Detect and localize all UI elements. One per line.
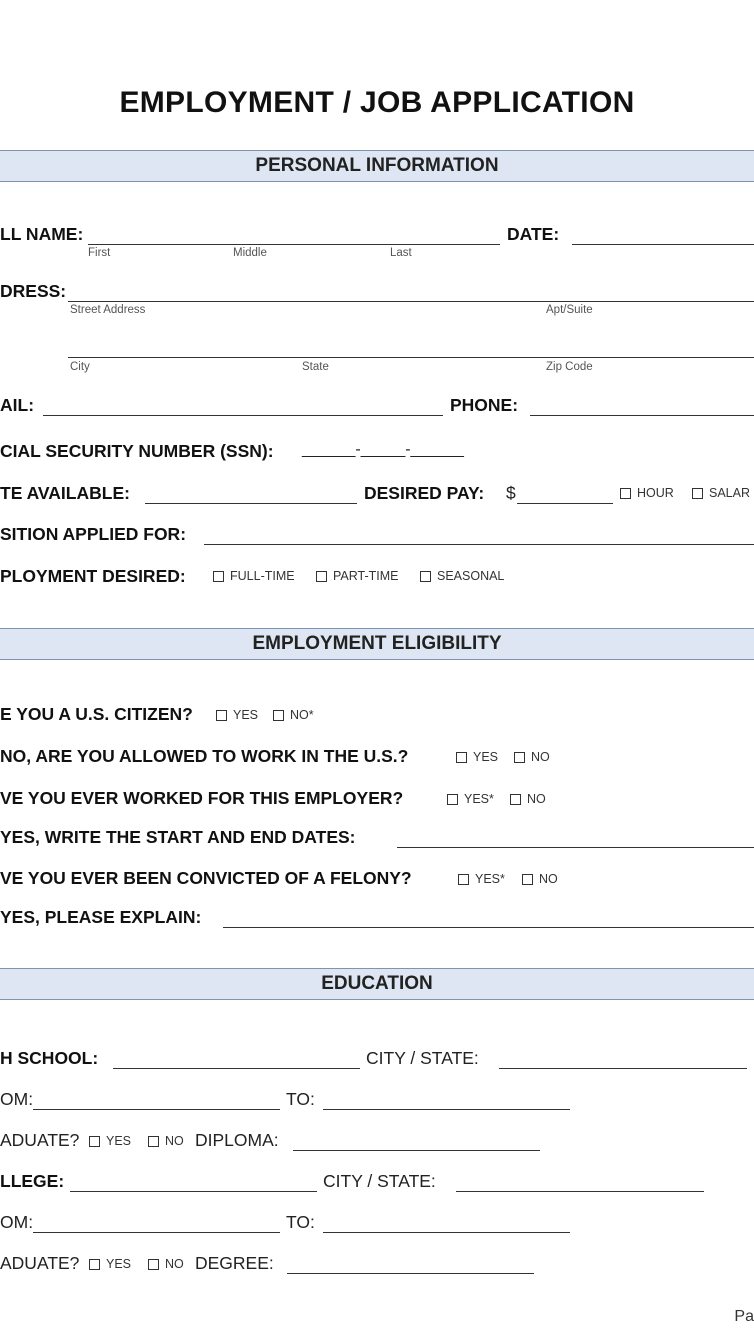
worked-for-employer-question: VE YOU EVER WORKED FOR THIS EMPLOYER? — [0, 788, 404, 808]
email-label: AIL: — [0, 395, 35, 415]
full-name-field[interactable] — [88, 244, 500, 245]
checkbox-icon — [273, 710, 284, 721]
checkbox-icon — [420, 571, 431, 582]
checkbox-icon — [514, 752, 525, 763]
worked-yes-label: YES* — [464, 792, 494, 806]
college-graduate-no-option[interactable] — [148, 1257, 184, 1271]
checkbox-icon — [216, 710, 227, 721]
date-available-label: TE AVAILABLE: — [0, 483, 130, 503]
section-header-education: EDUCATION — [0, 968, 754, 1000]
street-address-caption: Street Address — [70, 304, 146, 316]
worked-no-option[interactable] — [510, 792, 546, 806]
middle-name-caption: Middle — [233, 247, 267, 259]
college-graduate-yes-label: YES — [106, 1257, 132, 1271]
checkbox-icon — [447, 794, 458, 805]
address-label: DRESS: — [0, 281, 67, 301]
citizen-yes-option[interactable] — [216, 708, 258, 722]
college-field[interactable] — [70, 1191, 317, 1192]
college-city-state-label: CITY / STATE: — [323, 1171, 436, 1191]
desired-pay-field[interactable] — [517, 503, 613, 504]
explain-field[interactable] — [223, 927, 754, 928]
phone-field[interactable] — [530, 415, 754, 416]
diploma-field[interactable] — [293, 1150, 540, 1151]
desired-pay-label: DESIRED PAY: — [364, 483, 485, 503]
checkbox-icon — [148, 1259, 159, 1270]
part-time-option[interactable] — [316, 569, 399, 583]
high-school-city-state-label: CITY / STATE: — [366, 1048, 479, 1068]
city-caption: City — [70, 361, 90, 373]
position-applied-label: SITION APPLIED FOR: — [0, 524, 187, 544]
checkbox-icon — [620, 488, 631, 499]
explain-label: YES, PLEASE EXPLAIN: — [0, 907, 202, 927]
checkbox-icon — [213, 571, 224, 582]
pay-hour-option[interactable] — [620, 486, 674, 500]
diploma-label: DIPLOMA: — [195, 1130, 279, 1150]
college-to-field[interactable] — [323, 1232, 570, 1233]
apt-suite-caption: Apt/Suite — [546, 304, 593, 316]
checkbox-icon — [456, 752, 467, 763]
start-end-dates-field[interactable] — [397, 847, 754, 848]
checkbox-icon — [89, 1259, 100, 1270]
college-to-label: TO: — [286, 1212, 315, 1232]
checkbox-icon — [148, 1136, 159, 1147]
college-graduate-yes-option[interactable] — [89, 1257, 131, 1271]
worked-yes-option[interactable] — [447, 792, 494, 806]
felony-yes-option[interactable] — [458, 872, 505, 886]
worked-no-label: NO — [527, 792, 546, 806]
college-from-label: OM: — [0, 1212, 34, 1232]
start-end-dates-label: YES, WRITE THE START AND END DATES: — [0, 827, 356, 847]
felony-no-option[interactable] — [522, 872, 558, 886]
employment-desired-label: PLOYMENT DESIRED: — [0, 566, 186, 586]
full-time-label: FULL-TIME — [230, 569, 295, 583]
checkbox-icon — [458, 874, 469, 885]
checkbox-icon — [522, 874, 533, 885]
checkbox-icon — [510, 794, 521, 805]
checkbox-icon — [316, 571, 327, 582]
allowed-to-work-question: NO, ARE YOU ALLOWED TO WORK IN THE U.S.? — [0, 746, 409, 766]
date-field[interactable] — [572, 244, 754, 245]
high-school-city-state-field[interactable] — [499, 1068, 747, 1069]
felony-question: VE YOU EVER BEEN CONVICTED OF A FELONY? — [0, 868, 412, 888]
state-caption: State — [302, 361, 329, 373]
section-header-personal-information: PERSONAL INFORMATION — [0, 150, 754, 182]
phone-label: PHONE: — [450, 395, 519, 415]
college-from-field[interactable] — [33, 1232, 280, 1233]
high-school-to-label: TO: — [286, 1089, 315, 1109]
page-title: EMPLOYMENT / JOB APPLICATION — [119, 86, 635, 119]
high-school-label: H SCHOOL: — [0, 1048, 99, 1068]
high-school-graduate-question: ADUATE? — [0, 1130, 80, 1150]
high-school-from-label: OM: — [0, 1089, 34, 1109]
felony-no-label: NO — [539, 872, 558, 886]
allowed-no-label: NO — [531, 750, 550, 764]
felony-yes-label: YES* — [475, 872, 505, 886]
citizen-yes-label: YES — [233, 708, 259, 722]
pay-salary-label: SALAR — [709, 486, 750, 500]
checkbox-icon — [692, 488, 703, 499]
date-available-field[interactable] — [145, 503, 357, 504]
high-school-from-field[interactable] — [33, 1109, 280, 1110]
first-name-caption: First — [88, 247, 111, 259]
email-field[interactable] — [43, 415, 443, 416]
citizen-no-label: NO* — [290, 708, 314, 722]
full-name-label: LL NAME: — [0, 224, 84, 244]
ssn-field[interactable]: ______-_____-______ — [302, 441, 464, 458]
city-state-zip-field[interactable] — [68, 357, 754, 358]
allowed-no-option[interactable] — [514, 750, 550, 764]
allowed-yes-option[interactable] — [456, 750, 498, 764]
high-school-graduate-no-label: NO — [165, 1134, 184, 1148]
college-graduate-question: ADUATE? — [0, 1253, 80, 1273]
high-school-graduate-yes-option[interactable] — [89, 1134, 131, 1148]
part-time-label: PART-TIME — [333, 569, 399, 583]
ssn-label: CIAL SECURITY NUMBER (SSN): — [0, 441, 274, 461]
full-time-option[interactable] — [213, 569, 295, 583]
degree-field[interactable] — [287, 1273, 534, 1274]
high-school-field[interactable] — [113, 1068, 360, 1069]
seasonal-option[interactable] — [420, 569, 504, 583]
page-number: Pa — [734, 1308, 754, 1325]
college-city-state-field[interactable] — [456, 1191, 704, 1192]
zip-code-caption: Zip Code — [546, 361, 593, 373]
high-school-graduate-no-option[interactable] — [148, 1134, 184, 1148]
high-school-graduate-yes-label: YES — [106, 1134, 132, 1148]
dollar-sign: $ — [506, 483, 516, 503]
seasonal-label: SEASONAL — [437, 569, 505, 583]
checkbox-icon — [89, 1136, 100, 1147]
degree-label: DEGREE: — [195, 1253, 274, 1273]
citizen-no-option[interactable] — [273, 708, 314, 722]
section-header-employment-eligibility: EMPLOYMENT ELIGIBILITY — [0, 628, 754, 660]
pay-hour-label: HOUR — [637, 486, 674, 500]
date-label: DATE: — [507, 224, 560, 244]
college-label: LLEGE: — [0, 1171, 65, 1191]
last-name-caption: Last — [390, 247, 412, 259]
pay-salary-option[interactable] — [692, 486, 750, 500]
citizen-question: E YOU A U.S. CITIZEN? — [0, 704, 193, 724]
position-applied-field[interactable] — [204, 544, 754, 545]
high-school-to-field[interactable] — [323, 1109, 570, 1110]
college-graduate-no-label: NO — [165, 1257, 184, 1271]
street-address-field[interactable] — [68, 301, 754, 302]
allowed-yes-label: YES — [473, 750, 499, 764]
